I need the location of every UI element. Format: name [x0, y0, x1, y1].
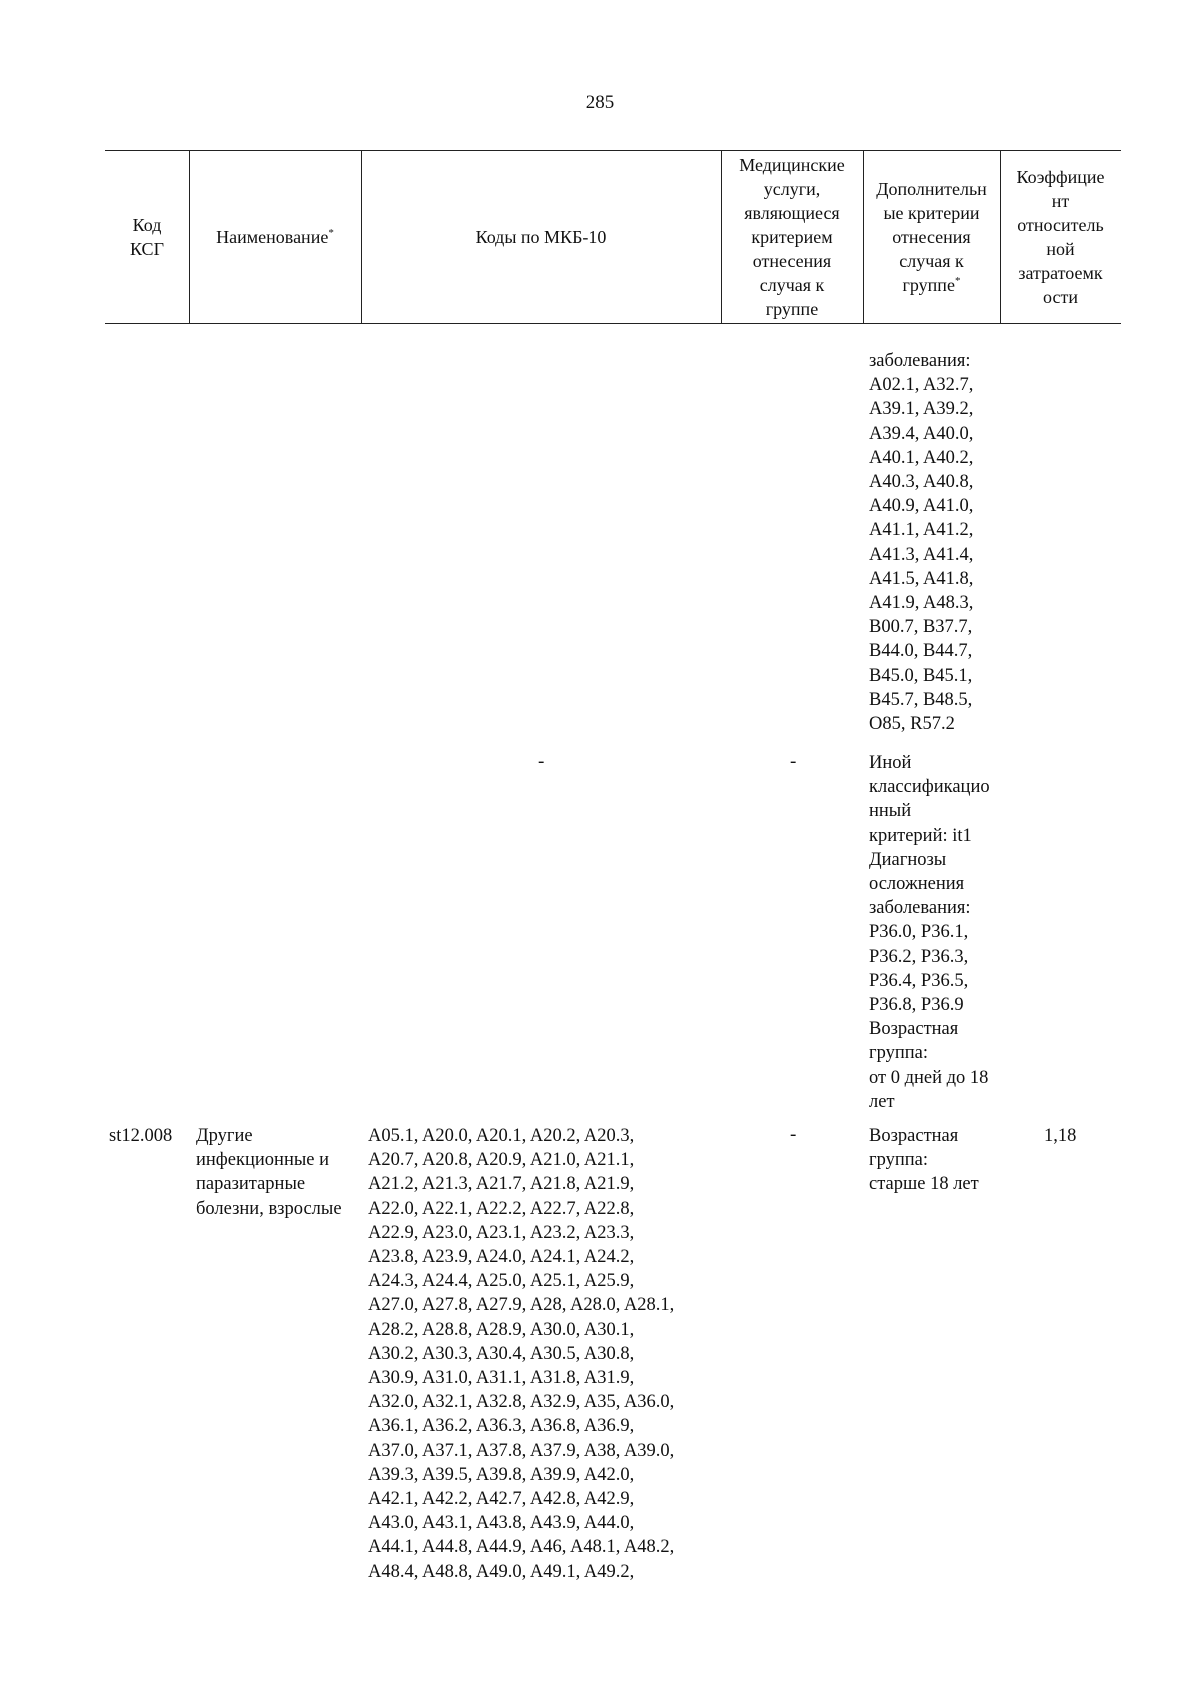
page-number: 285 — [585, 92, 615, 113]
header-icd: Коды по МКБ-10 — [475, 227, 607, 247]
other-criteria: Иной классификацио нный критерий: it1 Диагнозы осложнения заболевания: P36.0, P36.1, P36.2, P36.3, P36.4, P36.5, P36.8, P36.9 Возрастная группа: от 0 дней до 18 лет — [869, 753, 990, 1112]
icd-codes: A05.1, A20.0, A20.1, A20.2, A20.3, A20.7, A20.8, A20.9, A21.0, A21.1, A21.2, A21.3, A21.7, A21.8, A21.9, A22.0, A22.1, A22.2, A22.7, A22.8, A22.9, A23.0, A23.1, A23.2, A23.3, A23.8, A23.9, A24.0, A24.1, A24.2, A24.3, A24.4, A25.0, A25.1, A25.9, A27.0, A27.8, A27.9, A28, A28.0, A28.1, A28.2, A28.8, A28.9, A30.0, A30.1, A30.2, A30.3, A30.4, A30.5, A30.8, A30.9, A31.0, A31.1, A31.8, A31.9, A32.0, A32.1, A32.8, A32.9, A35, A36.0, A36.1, A36.2, A36.3, A36.8, A36.9, A37.0, A37.1, A37.8, A37.9, A38, A39.0, A39.3, A39.5, A39.8, A39.9, A42.0, A42.1, A42.2, A42.7, A42.8, A42.9, A43.0, A43.1, A43.8, A43.9, A44.0, A44.1, A44.8, A44.9, A46, A48.1, A48.2, A48.4, A48.8, A49.0, A49.1, A49.2, — [368, 1126, 675, 1582]
header-coefficient: Коэффицие нт относитель ной затратоемк ости — [1016, 167, 1105, 307]
footnote-mark: * — [954, 275, 961, 287]
table-header — [105, 150, 1121, 324]
ksg-name: Другие инфекционные и паразитарные болезни, взрослые — [196, 1126, 342, 1219]
coefficient-value: 1,18 — [1044, 1126, 1077, 1146]
header-name: Наименование* — [216, 227, 334, 247]
header-extra-criteria: Дополнительн ые критерии отнесения случая к группе* — [876, 179, 987, 295]
age-criteria: Возрастная группа: старше 18 лет — [869, 1126, 979, 1195]
services-dash: - — [790, 751, 797, 772]
footnote-mark: * — [328, 227, 334, 239]
header-code: Код КСГ — [130, 215, 164, 259]
continuation-criteria: заболевания: A02.1, A32.7, A39.1, A39.2, A39.4, A40.0, A40.1, A40.2, A40.3, A40.8, A40.9, A41.0, A41.1, A41.2, A41.3, A41.4, A41.5, A41.8, A41.9, A48.3, B00.7, B37.7, B44.0, B44.7, B45.0, B45.1, B45.7, B48.5, O85, R57.2 — [869, 351, 974, 735]
services-dash: - — [790, 1124, 797, 1145]
header-services: Медицинские услуги, являющиеся критерием отнесения случая к группе — [739, 155, 845, 319]
ksg-code: st12.008 — [109, 1126, 173, 1146]
icd-dash: - — [538, 751, 545, 772]
